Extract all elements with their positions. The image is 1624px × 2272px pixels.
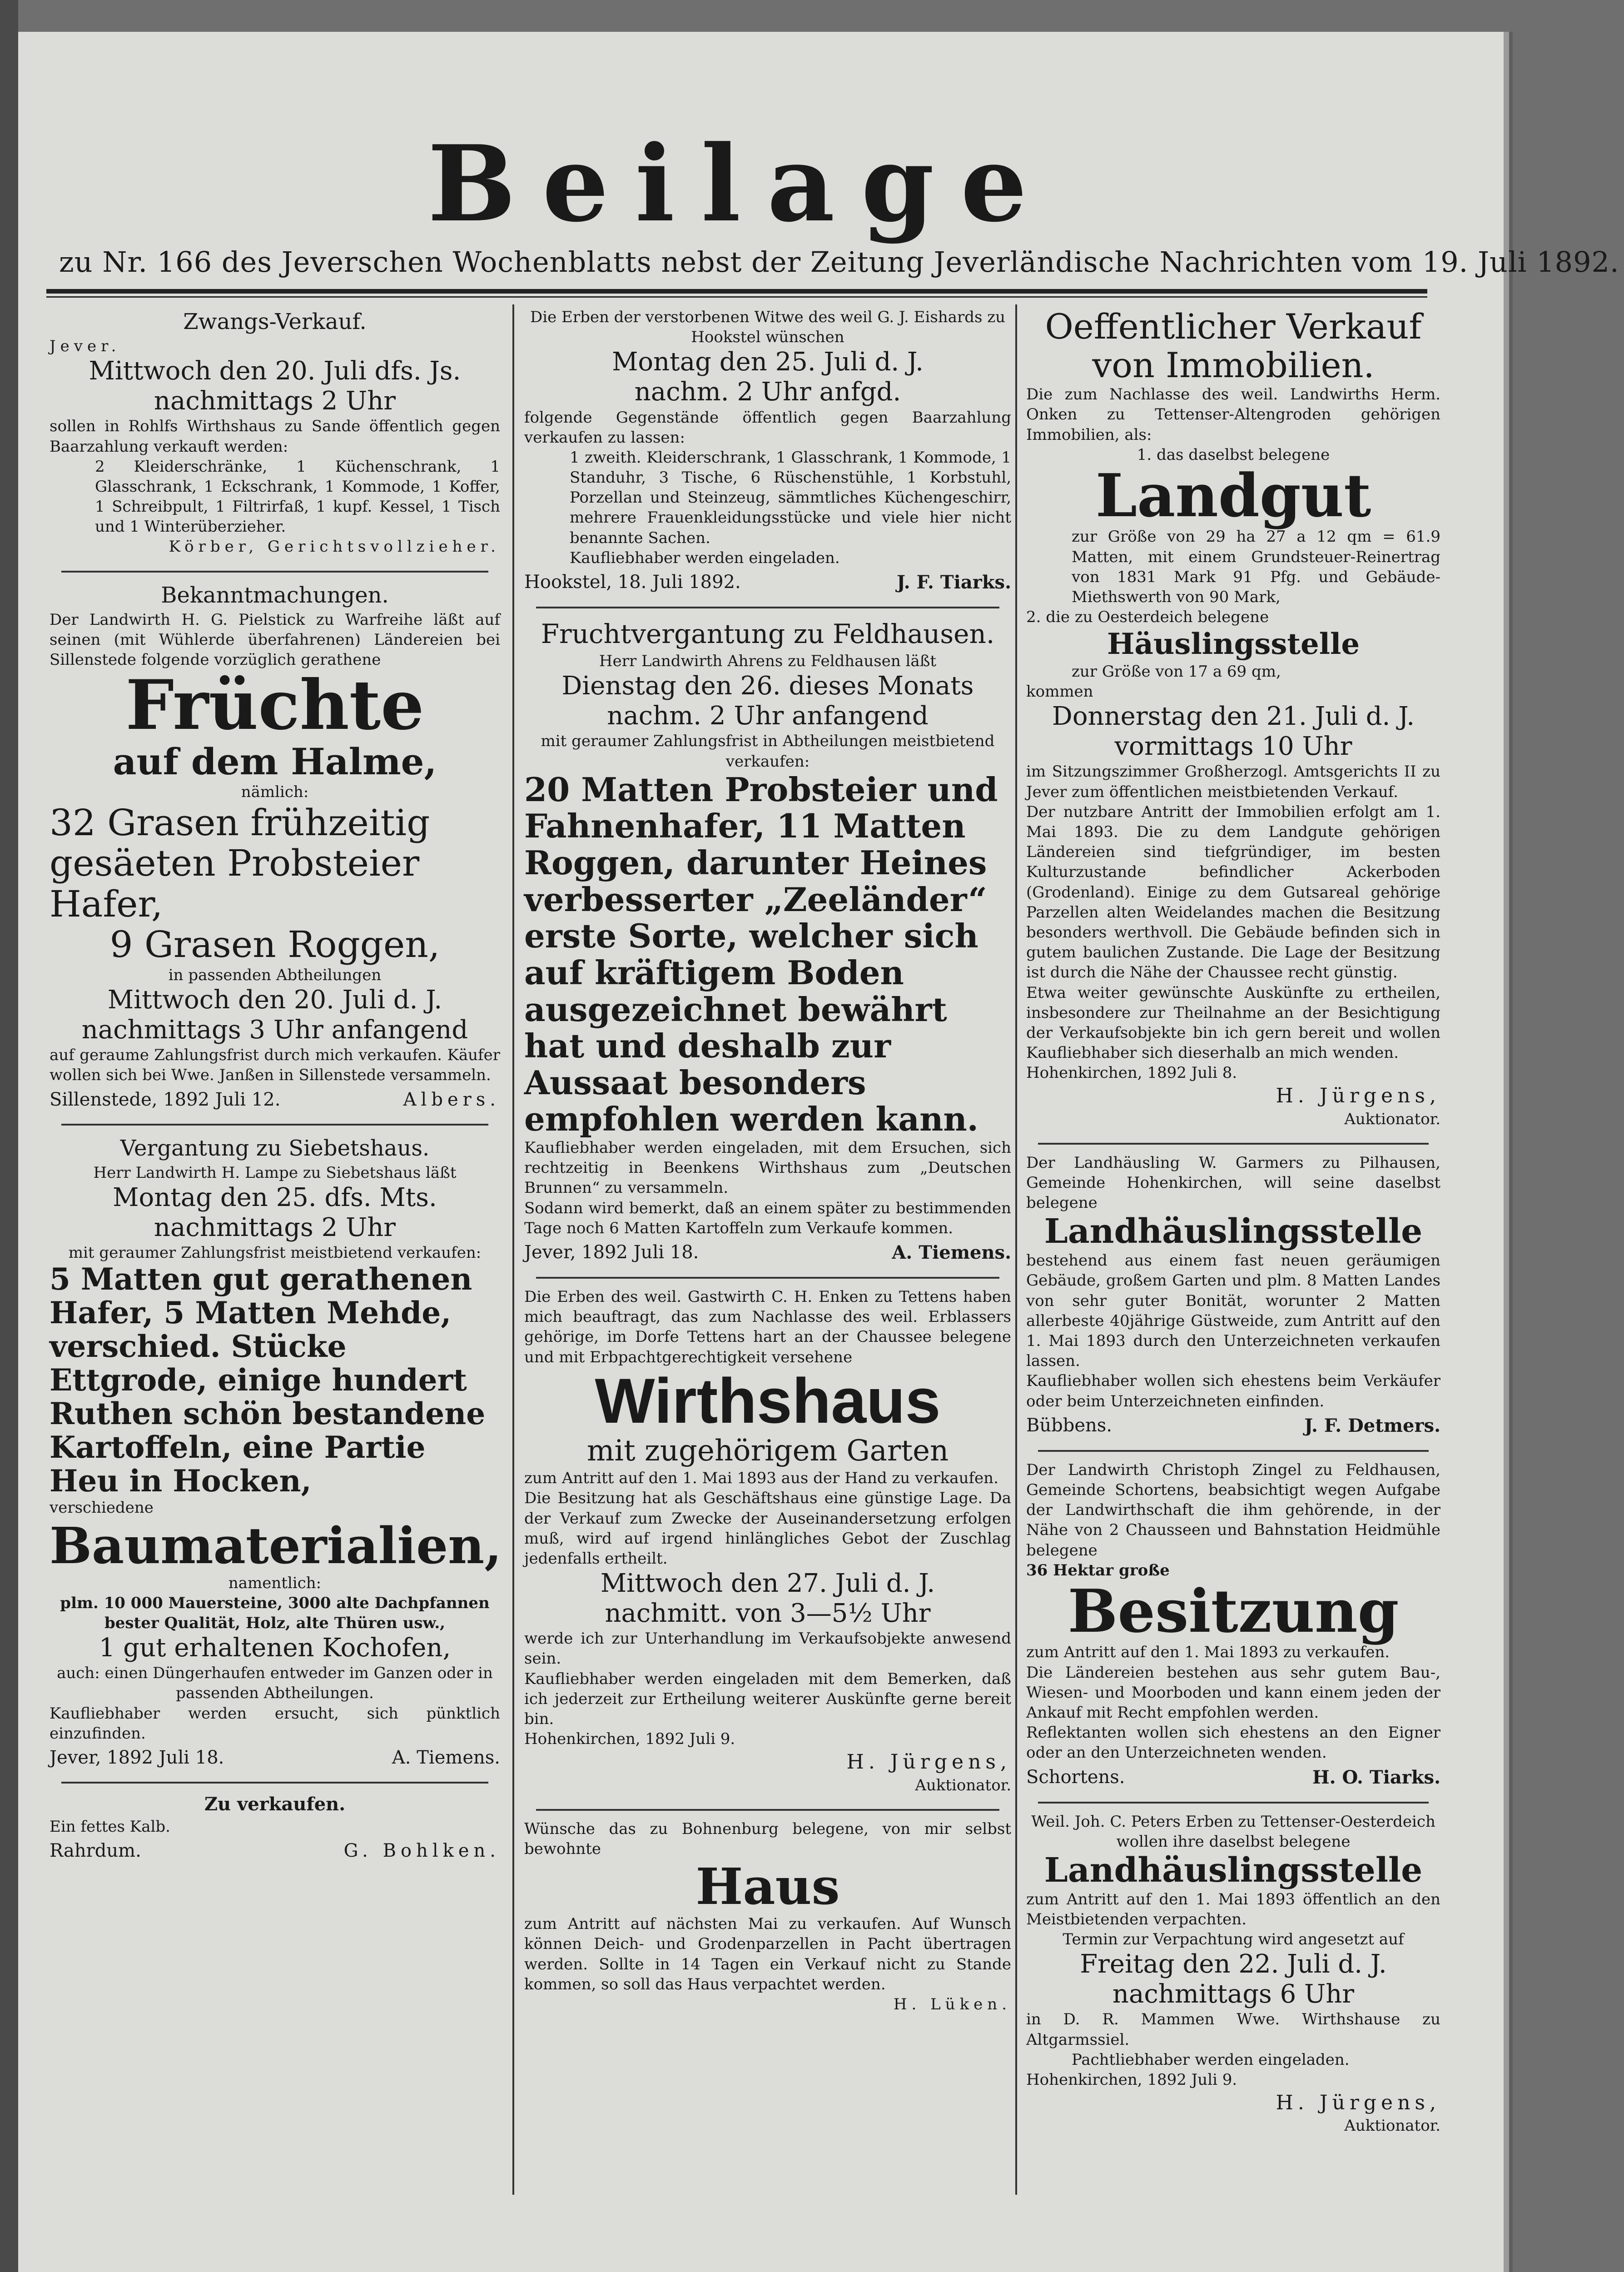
ad-landhaeusling-garmers (1024, 1150, 1442, 1445)
ad-besitzung (1024, 1457, 1442, 1796)
ad-heading: Zu verkaufen. (204, 1794, 346, 1815)
column-1 (48, 304, 502, 2204)
ad-text: zur Größe von 29 ha 27 a 12 qm = 61.9 Matten, mit einem Grundsteuer-Reinertrag von 1831 Mark 91 Pfg. und Gebäude-Miethswerth von 90 Mark, (1072, 528, 1440, 607)
ad-intro: Die Erben des weil. Gastwirth C. H. Enken zu Tettens haben mich beauftragt, das zum Nachlasse des weil. Erblassers gehörige, im Dorfe Tettens hart an der Chaussee belegene und mit Erbpachtgerechtigkeit versehene (524, 1287, 1011, 1366)
ad-items: 2 Kleiderschränke, 1 Küchenschrank, 1 Glasschrank, 1 Eckschrank, 1 Kommode, 1 Koffer, 1 Schreibpult, 1 Filtrirfaß, 1 kupf. Kessel, 1 Tisch und 1 Winterüberzieher. (95, 457, 500, 536)
ad-item: 2. die zu Oesterdeich belegene (1026, 608, 1269, 627)
ad-item: 1 gut erhaltenen Kochofen, (99, 1633, 451, 1663)
newspaper-page (18, 32, 1619, 2272)
ad-text: zum Antritt auf den 1. Mai 1893 zu verkaufen. (1026, 1643, 1390, 1662)
ad-text: Termin zur Verpachtung wird angesetzt auf (1063, 1930, 1404, 1949)
ad-siebetshaus (48, 1131, 502, 1776)
ad-text: auch: einen Düngerhaufen entweder im Ganzen oder in passenden Abtheilungen. (57, 1664, 493, 1703)
ad-time: nachmittags 2 Uhr (154, 1212, 396, 1242)
ad-text: bestehend aus einem fast neuen geräumigen Gebäude, großem Garten und plm. 8 Matten Landes von sehr guter Bonität, worunter 2 Matten allerbeste 40jährige Güstweide, zum Antritt auf den 1. Mai 1893 durch den Unterzeichneten verkaufen lassen. (1026, 1251, 1440, 1370)
ad-place: Jever, 1892 Juli 18. (50, 1747, 224, 1769)
ad-separator (536, 1809, 999, 1811)
ad-headline: Landhäuslingsstelle (1044, 1850, 1423, 1890)
ad-separator (61, 1124, 488, 1126)
ad-intro: Der Landwirth Christoph Zingel zu Feldhausen, Gemeinde Schortens, beabsichtigt wegen Aufgabe der Landwirthschaft die ihm gehörende, in der Nähe von 2 Chausseen und Bahnstation Heidmühle belegene (1026, 1460, 1440, 1560)
ad-item: 32 Grasen frühzeitig gesäeten Probsteier Hafer, (50, 801, 430, 925)
ad-text: auf geraume Zahlungsfrist durch mich verkaufen. Käufer wollen sich bei Wwe. Janßen in Sillenstede versammeln. (50, 1046, 500, 1085)
ad-intro: Weil. Joh. C. Peters Erben zu Tettenser-Oesterdeich wollen ihre daselbst belegene (1031, 1812, 1435, 1851)
ad-text: Kaufliebhaber werden eingeladen. (570, 548, 840, 567)
ad-role: Auktionator. (1344, 1110, 1440, 1128)
ad-intro: Herr Landwirth Ahrens zu Feldhausen läßt (599, 652, 937, 671)
ad-time: nachm. 2 Uhr anfangend (607, 701, 929, 731)
ad-items: 5 Matten gut gerathenen Hafer, 5 Matten Mehde, verschied. Stücke Ettgrode, einige hundert Ruthen schön bestandene Kartoffeln, eine Partie Heu in Hocken, (50, 1261, 486, 1499)
ad-text: werde ich zur Unterhandlung im Verkaufsobjekte anwesend sein. (524, 1629, 1011, 1668)
ad-time: vormittags 10 Uhr (1114, 732, 1352, 762)
masthead (59, 123, 1619, 279)
ad-items: 20 Matten Probsteier und Fahnenhafer, 11 Matten Roggen, darunter Heines verbesserter „Zeeländer“ erste Sorte, welcher sich auf kräftigem Boden ausgezeichnet bewährt hat und deshalb zur Aussaat besonders empfohlen werden kann. (524, 770, 998, 1139)
column-rule-2 (1015, 304, 1017, 2195)
ad-subheadline: auf dem Halme, (113, 740, 437, 783)
ad-footer (50, 1840, 500, 1861)
ad-place: Jever. (50, 337, 121, 355)
masthead-rule-thin (46, 296, 1427, 298)
ad-place: Jever, 1892 Juli 18. (524, 1241, 699, 1263)
column-3 (1024, 304, 1442, 2204)
ad-zwangsverkauf (48, 304, 502, 565)
ad-text: zum Antritt auf den 1. Mai 1893 öffentlich an den Meistbietenden verpachten. (1026, 1890, 1440, 1928)
ad-signature: G. Bohlken. (343, 1840, 500, 1862)
ad-wirthshaus (522, 1284, 1013, 1804)
ad-separator (1038, 1802, 1429, 1804)
ad-footer (524, 572, 1011, 593)
ad-items: 1 zweith. Kleiderschrank, 1 Glasschrank, 1 Kommode, 1 Standuhr, 3 Tische, 6 Rüschenstühle, 1 Korbstuhl, Porzellan und Steinzeug, sämmtliches Küchengeschirr, mehrere Frauenkleidungsstücke und viele hier nicht benannte Sachen. (570, 448, 1011, 547)
ad-text: im Sitzungszimmer Großherzogl. Amtsgerichts II zu Jever zum öffentlichen meistbietenden Verkauf. (1026, 762, 1440, 801)
ad-signature: J. F. Tiarks. (896, 572, 1011, 593)
ad-headline: Haus (695, 1857, 840, 1916)
ad-time: nachmitt. von 3—5½ Uhr (605, 1599, 931, 1629)
ad-date: Montag den 25. Juli d. J. (612, 347, 924, 377)
ad-signature: H. O. Tiarks. (1312, 1766, 1440, 1788)
ad-label: nämlich: (241, 783, 309, 802)
ad-text: zur Größe von 17 a 69 qm, (1072, 662, 1281, 681)
ad-time: nachmittags 6 Uhr (1112, 1979, 1355, 2009)
ad-intro: Der Landwirth H. G. Pielstick zu Warfreihe läßt auf seinen (mit Wühlerde überfahrenen) Ländereien bei Sillenstede folgende vorzüglich gerathene (50, 610, 500, 669)
ad-place: Hohenkirchen, 1892 Juli 9. (524, 1730, 735, 1749)
ad-signature: J. F. Detmers. (1304, 1415, 1440, 1436)
ad-headline: Landgut (1095, 460, 1371, 530)
ad-separator (536, 607, 999, 608)
ad-text: zum Antritt auf den 1. Mai 1893 aus der Hand zu verkaufen. (524, 1469, 998, 1488)
ad-date: Mittwoch den 20. Juli d. J. (107, 985, 442, 1015)
ad-date: Mittwoch den 20. Juli dfs. Js. (89, 356, 461, 386)
ad-text: Kaufliebhaber werden ersucht, sich pünktlich einzufinden. (50, 1704, 500, 1743)
ad-signature: Albers. (403, 1089, 500, 1110)
ad-fruechte (48, 578, 502, 1118)
page-subtitle: zu Nr. 166 des Jeverschen Wochenblatts nebst der Zeitung Jeverländische Nachrichten vom 19. Juli 1892. (59, 245, 1619, 279)
ad-separator (1038, 1143, 1429, 1145)
ad-signature: H. Jürgens, (846, 1750, 1011, 1774)
ad-label: in passenden Abtheilungen (168, 966, 382, 984)
ad-text: folgende Gegenstände öffentlich gegen Baarzahlung verkaufen zu lassen: (524, 408, 1011, 447)
ad-signature: H. Jürgens, (1276, 2091, 1440, 2115)
ad-date: Donnerstag den 21. Juli d. J. (1052, 702, 1415, 732)
ad-heading: Oeffentlicher Verkauf (1045, 306, 1422, 347)
ad-intro: Herr Landwirth H. Lampe zu Siebetshaus läßt (93, 1163, 457, 1182)
ad-footer (50, 1089, 500, 1110)
ad-text: in D. R. Mammen Wwe. Wirthshause zu Altgarmssiel. (1026, 2010, 1440, 2049)
ad-separator (61, 1782, 488, 1784)
ad-role: Auktionator. (915, 1776, 1011, 1794)
ad-heading: Zwangs-Verkauf. (183, 309, 367, 334)
ad-intro: Die zum Nachlasse des weil. Landwirths Herm. Onken zu Tettenser-Altengroden gehörigen Immobilien, als: (1026, 385, 1440, 444)
ad-text: mit geraumer Zahlungsfrist meistbietend verkaufen: (68, 1243, 482, 1262)
ad-text: Die Besitzung hat als Geschäftshaus eine günstige Lage. Da der Verkauf zum Zwecke der Auseinandersetzung erfolgen muß, wird auf irgend hinlängliches Gebot der Zuschlag jedenfalls ertheilt. (524, 1489, 1011, 1568)
ad-text: Etwa weiter gewünschte Auskünfte zu ertheilen, insbesondere zur Theilnahme an der Besichtigung der Verkaufsobjekte bin ich gern bereit und wollen Kaufliebhaber sich dieserhalb an mich wenden. (1026, 983, 1440, 1062)
ad-label: kommen (1026, 683, 1093, 701)
column-2 (522, 304, 1013, 2204)
ad-text: Reflektanten wollen sich ehestens an den Eigner oder an den Unterzeichneten wenden. (1026, 1724, 1440, 1762)
ad-time: nachmittags 2 Uhr (154, 386, 396, 416)
ad-text: Kaufliebhaber wollen sich ehestens beim Verkäufer oder beim Unterzeichneten einfinden. (1026, 1372, 1440, 1410)
ad-text: Pachtliebhaber werden eingeladen. (1072, 2050, 1350, 2069)
ad-heading: Bekanntmachungen. (161, 582, 389, 608)
ad-subheadline: mit zugehörigem Garten (586, 1434, 949, 1468)
page-title: Beilage (427, 123, 1053, 245)
ad-erben-eishards (522, 304, 1013, 601)
ad-label: namentlich: (228, 1574, 322, 1592)
ad-signature: A. Tiemens. (892, 1241, 1011, 1263)
ad-text: Kaufliebhaber werden eingeladen mit dem Bemerken, daß ich jederzeit zur Ertheilung weiterer Auskünfte gerne bereit bin. (524, 1669, 1011, 1729)
ad-text: Kaufliebhaber werden eingeladen, mit dem Ersuchen, sich rechtzeitig in Beenkens Wirthshaus zum „Deutschen Brunnen“ zu versammeln. (524, 1139, 1011, 1197)
ad-item: 1. das daselbst belegene (1137, 445, 1330, 464)
ad-text: sollen in Rohlfs Wirthshaus zu Sande öffentlich gegen Baarzahlung verkauft werden: (50, 417, 500, 456)
ad-headline: Baumaterialien, (50, 1516, 502, 1575)
ad-footer (50, 1747, 500, 1768)
ad-signature: H. Lüken. (893, 1995, 1011, 2013)
ad-heading: von Immobilien. (1092, 345, 1375, 386)
ad-landhaeusling-peters (1024, 1809, 1442, 2144)
ad-date: Mittwoch den 27. Juli d. J. (600, 1569, 935, 1599)
ad-signature: A. Tiemens. (392, 1747, 500, 1769)
ad-date: Freitag den 22. Juli d. J. (1080, 1949, 1387, 1979)
ad-subheadline: Häuslingsstelle (1107, 627, 1360, 662)
book-binding-edge (0, 0, 18, 2272)
ad-immobilien (1024, 304, 1442, 1137)
ad-intro: Die Erben der verstorbenen Witwe des weil G. J. Eishards zu Hookstel wünschen (530, 308, 1006, 347)
ad-label: verschiedene (50, 1499, 154, 1517)
ad-place: Rahrdum. (50, 1840, 141, 1862)
ad-place: Hohenkirchen, 1892 Juli 8. (1026, 1064, 1237, 1082)
ad-haus (522, 1816, 1013, 2023)
ad-intro: Wünsche das zu Bohnenburg belegene, von mir selbst bewohnte (524, 1819, 1011, 1858)
ad-text: zum Antritt auf nächsten Mai zu verkaufen. Auf Wunsch können Deich- und Grodenparzellen in Pacht übertragen werden. Sollte in 14 Tagen ein Verkauf nicht zu Stande kommen, so soll das Haus verpachtet werden. (524, 1915, 1011, 1993)
ad-heading: Fruchtvergantung zu Feldhausen. (541, 618, 995, 650)
ad-separator (536, 1277, 999, 1279)
ad-size: 36 Hektar große (1026, 1561, 1170, 1579)
ad-date: Montag den 25. dfs. Mts. (113, 1182, 437, 1212)
ad-intro: Der Landhäusling W. Garmers zu Pilhausen, Gemeinde Hohenkirchen, will seine daselbst belegene (1026, 1153, 1440, 1212)
ad-place: Hookstel, 18. Juli 1892. (524, 572, 741, 593)
ad-role: Auktionator. (1344, 2117, 1440, 2135)
ad-kalb (48, 1789, 502, 1869)
ad-text: Die Ländereien bestehen aus sehr gutem Bau-, Wiesen- und Moorboden und kann einem jeden der Ankauf mit Recht empfohlen werden. (1026, 1663, 1440, 1722)
ad-separator (61, 571, 488, 573)
column-rule-1 (512, 304, 514, 2195)
ad-time: nachm. 2 Uhr anfgd. (634, 377, 901, 407)
ad-materials: plm. 10 000 Mauersteine, 3000 alte Dachpfannen bester Qualität, Holz, alte Thüren usw., (60, 1594, 490, 1633)
ad-place: Bübbens. (1026, 1415, 1112, 1436)
ad-place: Schortens. (1026, 1766, 1125, 1788)
ad-text: mit geraumer Zahlungsfrist in Abtheilungen meistbietend verkaufen: (541, 732, 995, 771)
ad-text: Ein fettes Kalb. (50, 1818, 170, 1836)
ad-signature: H. Jürgens, (1276, 1084, 1440, 1108)
ad-footer (1026, 1767, 1440, 1788)
masthead-rule-thick (46, 289, 1427, 294)
ad-footer (1026, 1415, 1440, 1436)
ad-headline: Wirthshaus (595, 1365, 941, 1436)
ad-separator (1038, 1450, 1429, 1452)
ad-date: Dienstag den 26. dieses Monats (561, 671, 974, 701)
ad-place: Hohenkirchen, 1892 Juli 9. (1026, 2071, 1237, 2089)
ad-heading: Vergantung zu Siebetshaus. (120, 1135, 430, 1161)
ad-signature: Körber, Gerichtsvollzieher. (169, 538, 500, 556)
ad-text: Der nutzbare Antritt der Immobilien erfolgt am 1. Mai 1893. Die zu dem Landgute gehörigen Ländereien sind tiefgründiger, im besten Kulturzustande befindlicher Ackerboden (Grodenland). Einige zu dem Gutsareal gehörige Parzellen alten Weidelandes machen die Besitzung besonders werthvoll. Die Gebäude befinden sich in gutem baulichen Zustande. Die Lage der Besitzung ist durch die Nähe der Chaussee recht günstig. (1026, 802, 1440, 982)
ad-time: nachmittags 3 Uhr anfangend (81, 1015, 468, 1045)
ad-item: 9 Grasen Roggen, (109, 923, 440, 966)
ad-footer (524, 1242, 1011, 1263)
ad-headline: Landhäuslingsstelle (1044, 1212, 1423, 1251)
ad-text: Sodann wird bemerkt, daß an einem später zu bestimmenden Tage noch 6 Matten Kartoffeln zum Verkaufe kommen. (524, 1199, 1011, 1237)
ad-headline: Besitzung (1068, 1576, 1399, 1646)
ad-feldhausen (522, 614, 1013, 1271)
ad-place: Sillenstede, 1892 Juli 12. (50, 1089, 281, 1110)
ad-headline: Früchte (125, 665, 424, 746)
